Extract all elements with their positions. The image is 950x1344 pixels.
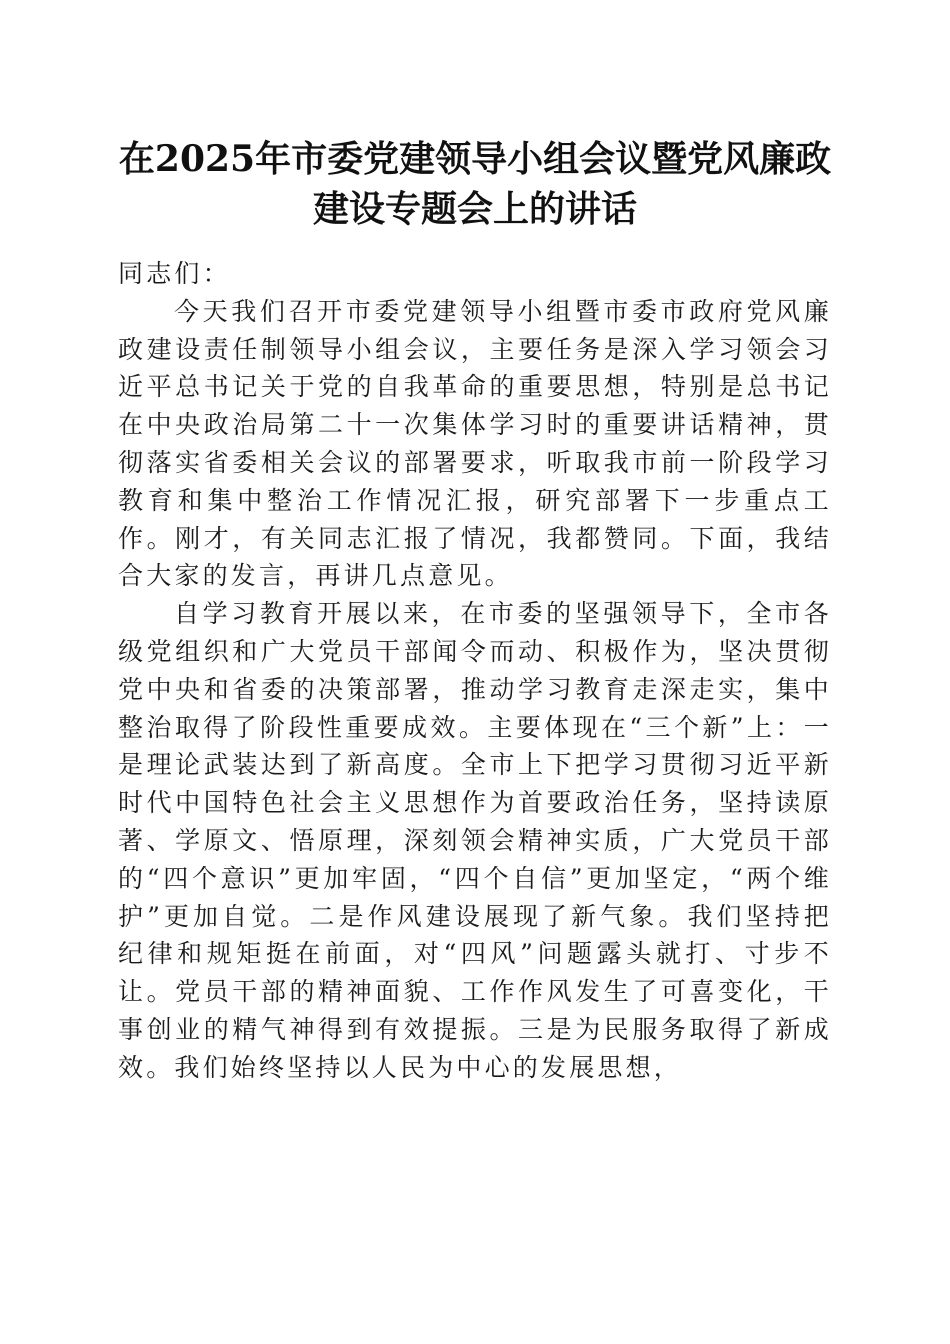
salutation: 同志们： <box>118 259 231 288</box>
paragraph-2: 自学习教育开展以来，在市委的坚强领导下，全市各级党组织和广大党员干部闻令而动、积极作为，坚决贯彻党中央和省委的决策部署，推动学习教育走深走实，集中整治取得了阶段性重要成效。主要体现在“三个新”上：一是理论武装达到了新高度。全市上下把学习贯彻习近平新时代中国特色社会主义思想作为首要政治任务，坚持读原著、学原文、悟原理，深刻领会精神实质，广大党员干部的“四个意识”更加牢固，“四个自信”更加坚定，“两个维护”更加自觉。二是作风建设展现了新气象。我们坚持把纪律和规矩挺在前面，对“四风”问题露头就打、寸步不让。党员干部的精神面貌、工作作风发生了可喜变化，干事创业的精气神得到有效提振。三是为民服务取得了新成效。我们始终坚持以人民为中心的发展思想， <box>118 599 832 1082</box>
title-line-1: 在2025年市委党建领导小组会议暨党风廉政 <box>118 138 832 180</box>
document-title <box>100 134 850 234</box>
document-body <box>118 255 832 1087</box>
title-line-2: 建设专题会上的讲话 <box>312 188 637 230</box>
paragraph-1: 今天我们召开市委党建领导小组暨市委市政府党风廉政建设责任制领导小组会议，主要任务是深入学习领会习近平总书记关于党的自我革命的重要思想，特别是总书记在中央政治局第二十一次集体学习时的重要讲话精神，贯彻落实省委相关会议的部署要求，听取我市前一阶段学习教育和集中整治工作情况汇报，研究部署下一步重点工作。刚才，有关同志汇报了情况，我都赞同。下面，我结合大家的发言，再讲几点意见。 <box>118 296 832 591</box>
